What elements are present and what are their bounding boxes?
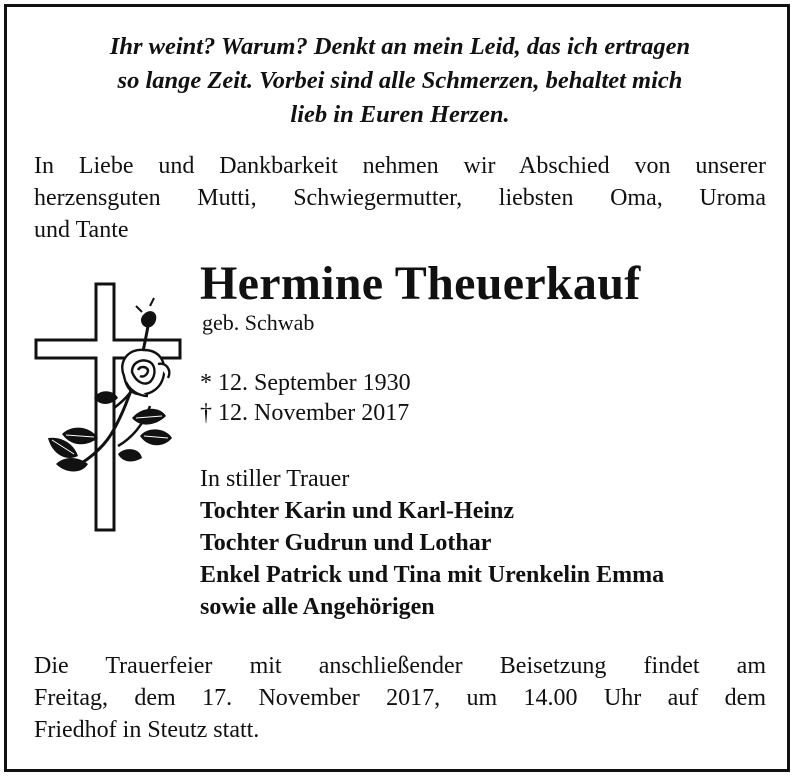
mourner-line: Enkel Patrick und Tina mit Urenkelin Emma xyxy=(200,562,665,588)
deceased-name: Hermine Theuerkauf xyxy=(200,257,641,310)
intro-paragraph xyxy=(34,150,766,246)
mourner-line: Tochter Karin und Karl-Heinz xyxy=(200,498,515,524)
closing-line: Freitag, dem 17. November 2017, um 14.00 Uhr auf dem xyxy=(34,685,766,711)
funeral-info-paragraph xyxy=(34,650,766,746)
closing-line: Friedhof in Steutz statt. xyxy=(34,717,260,743)
mourners-heading: In stiller Trauer xyxy=(200,466,350,492)
intro-line: In Liebe und Dankbarkeit nehmen wir Abschied von unserer xyxy=(34,153,766,179)
poem-line: lieb in Euren Herzen. xyxy=(290,101,510,128)
mourner-line: Tochter Gudrun und Lothar xyxy=(200,530,492,556)
birth-date: * 12. September 1930 xyxy=(200,370,411,396)
cross-with-rose-icon xyxy=(32,278,188,534)
intro-line: und Tante xyxy=(34,217,129,243)
mourners-block xyxy=(200,463,664,623)
intro-line: herzensguten Mutti, Schwiegermutter, liebsten Oma, Uroma xyxy=(34,185,766,211)
mourner-line: sowie alle Angehörigen xyxy=(200,594,435,620)
birth-name: geb. Schwab xyxy=(202,310,315,335)
closing-line: Die Trauerfeier mit anschließender Beisetzung findet am xyxy=(34,653,766,679)
poem-line: Ihr weint? Warum? Denkt an mein Leid, das ich ertragen xyxy=(109,33,691,60)
death-date: † 12. November 2017 xyxy=(200,400,410,426)
poem-line: so lange Zeit. Vorbei sind alle Schmerzen, behaltet mich xyxy=(117,67,683,94)
poem-verse xyxy=(40,30,760,132)
mourners-names xyxy=(200,495,664,623)
life-dates xyxy=(200,368,411,428)
